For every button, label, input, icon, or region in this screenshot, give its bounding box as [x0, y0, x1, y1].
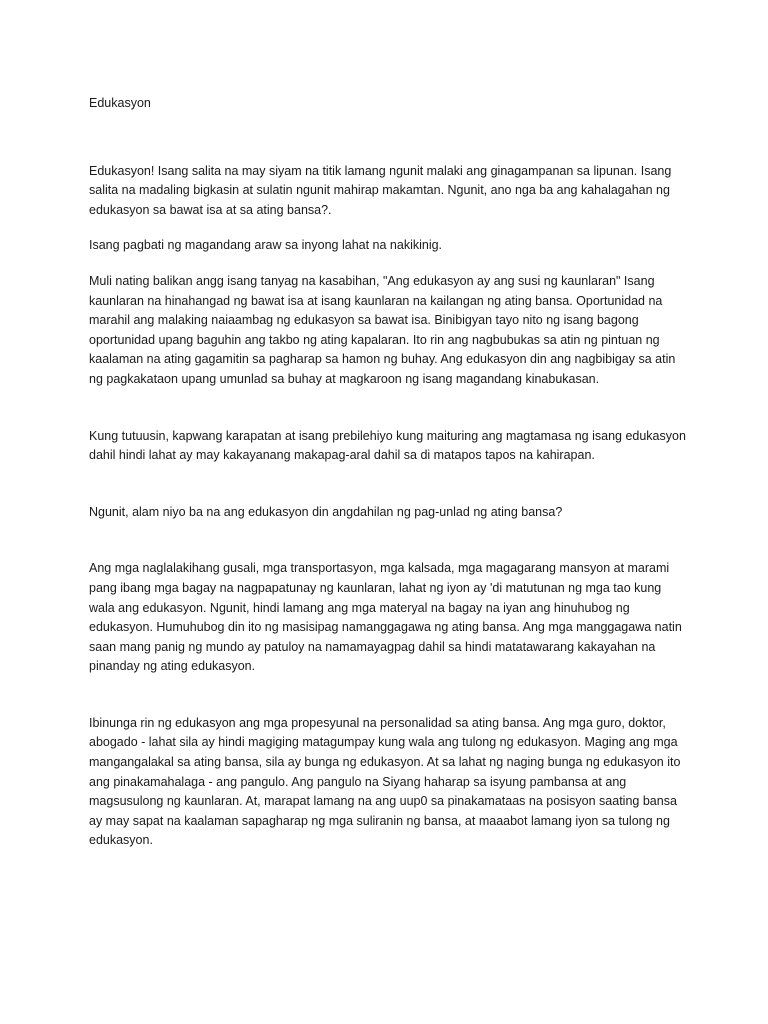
paragraph-tanong: Ngunit, alam niyo ba na ang edukasyon din angdahilan ng pag-unlad ng ating bansa?	[89, 504, 563, 519]
document-title: Edukasyon	[89, 96, 151, 110]
paragraph-greeting: Isang pagbati ng magandang araw sa inyong lahat na nakikinig.	[89, 238, 443, 253]
paragraph-propesyunal: Ibinunga rin ng edukasyon ang mga propesyunal na personalidad sa ating bansa. Ang mga guro, doktor, abogado - lahat sila ay hindi magiging matagumpay kung wala ang tulong ng edukasyon. Maging ang mga mangangalakal sa ating bansa, sila ay bunga ng edukasyon. At sa lahat ng naging bunga ng edukasyon ito ang pinakamahalaga - ang pangulo. Ang pangulo na Siyang haharap sa isyung pambansa at ang magsusulong ng kaunlaran. At, marapat lamang na ang uup0 sa pinakamataas na posisyon saating bansa ay may sapat na kaalaman sapagharap ng mga suliranin ng bansa, at maaabot lamang iyon sa tulong ng edukasyon.	[89, 715, 681, 848]
paragraph-kaunlaran: Ang mga naglalakihang gusali, mga transportasyon, mga kalsada, mga magagarang mansyon at marami pang ibang mga bagay na nagpapatunay ng kaunlaran, lahat ng iyon ay 'di matutunan ng mga tao kung wala ang edukasyon. Ngunit, hindi lamang ang mga materyal na bagay na iyan ang hinuhubog ng edukasyon. Humuhubog din ito ng masisipag namanggagawa ng ating bansa. Ang mga manggagawa natin saan mang panig ng mundo ay patuloy na namamayagpag dahil sa hindi matatawarang kakayahan na pinanday ng ating edukasyon.	[89, 561, 682, 674]
paragraph-kasabihan: Muli nating balikan angg isang tanyag na kasabihan, "Ang edukasyon ay ang susi ng kaunlaran" Isang kaunlaran na hinahangad ng bawat isa at isang kaunlaran na kailangan ng ating bansa. Oportunidad na marahil ang malaking naiaambag ng edukasyon sa bawat isa. Binibigyan tayo nito ng isang bagong oportunidad upang baguhin ang takbo ng ating kapalaran. Ito rin ang nagbubukas sa atin ng pintuan ng kaalaman na ating gagamitin sa pagharap sa hamon ng buhay. Ang edukasyon din ang nagbibigay sa atin ng pagkakataon upang umunlad sa buhay at magkaroon ng isang magandang kinabukasan.	[89, 273, 676, 386]
paragraph-intro: Edukasyon! Isang salita na may siyam na titik lamang ngunit malaki ang ginagampanan sa lipunan. Isang salita na madaling bigkasin at sulatin ngunit mahirap makamtan. Ngunit, ano nga ba ang kahalagahan ng edukasyon sa bawat isa at sa ating bansa?.	[89, 163, 672, 217]
paragraph-karapatan: Kung tutuusin, kapwang karapatan at isang prebilehiyo kung maituring ang magtamasa ng isang edukasyon dahil hindi lahat ay may kakayanang makapag-aral dahil sa di matapos tapos na kahirapan.	[89, 428, 686, 463]
document-page	[89, 94, 689, 851]
